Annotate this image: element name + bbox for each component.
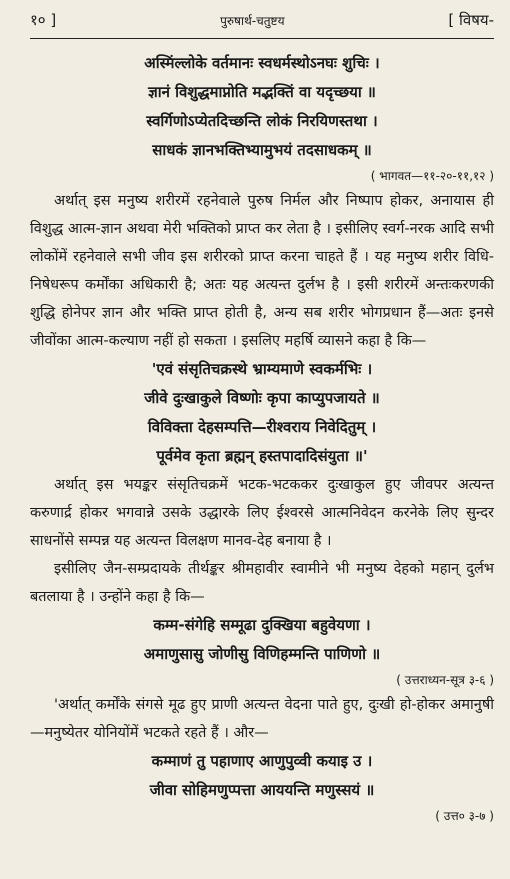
verse-line: पूर्वमेव कृता ब्रह्मन् हस्तपादादिसंयुता ॥': [156, 447, 368, 465]
verse-line: जीवा सोहिमणुप्पत्ता आययन्ति मणुस्सयं ॥: [149, 781, 375, 799]
paragraph: अर्थात् इस भयङ्कर संसृतिचक्रमें भटक-भटककर दुःखाकुल हुए जीवपर अत्यन्त करुणार्द्र होकर भगवान्ने उसके उद्धारके लिए ईश्वरसे आत्मनिवेदन करनेके लिए सुन्दर साधनोंसे सम्पन्न यह अत्यन्त विलक्षण मानव-देह बनाया है ।: [30, 477, 494, 549]
verse-line: जीवे दुःखाकुले विष्णोः कृपा काप्युपजायते ॥: [144, 389, 380, 407]
verse-line: स्वर्गिणोऽप्येतदिच्छन्ति लोकं निरयिणस्तथा ।: [146, 112, 378, 130]
verse-block-2: [30, 355, 494, 471]
verse-block-1: [30, 49, 494, 165]
page-number: १० ]: [30, 11, 57, 29]
paragraph: इसीलिए जैन-सम्प्रदायके तीर्थङ्कर श्रीमहावीर स्वामीने भी मनुष्य देहको महान् दुर्लभ बतलाया है । उन्होंने कहा है कि—: [30, 561, 494, 605]
paragraph: अर्थात् इस मनुष्य शरीरमें रहनेवाले पुरुष निर्मल और निष्पाप होकर, अनायास ही विशुद्ध आत्म-ज्ञान अथवा मेरी भक्तिको प्राप्त कर लेता है । इसीलिए स्वर्ग-नरक आदि सभी लोकोंमें रहनेवाले सभी जीव इस शरीरको प्राप्त करना चाहते हैं । यह मनुष्य शरीर विधि-निषेधरूप कर्मोंका अधिकारी है; अतः यह अत्यन्त दुर्लभ है । इसी शरीरमें अन्तःकरणकी शुद्धि होनेपर ज्ञान और भक्ति प्राप्त होती है, अन्य सब शरीर भोगप्रधान हैं—अतः इनसे जीवोंका आत्म-कल्याण नहीं हो सकता । इसलिए महर्षि व्यासने कहा है कि—: [30, 193, 494, 349]
verse-line: अमाणुसासु जोणीसु विणिहम्मन्ति पाणिणो ॥: [143, 645, 381, 663]
verse-line: कम्म-संगेहि सम्मूढा दुक्खिया बहुवेयणा ।: [153, 616, 371, 634]
running-title: पुरुषार्थ-चतुष्टय: [220, 14, 285, 28]
verse-line: अस्मिंल्लोके वर्तमानः स्वधर्मस्थोऽनघः शुचिः ।: [144, 54, 380, 72]
verse-line: साधकं ज्ञानभक्तिभ्यामुभयं तदसाधकम् ॥: [152, 141, 372, 159]
verse-block-3: [30, 611, 494, 669]
verse-block-4: [30, 747, 494, 805]
paragraph: 'अर्थात् कर्मोंके संगसे मूढ हुए प्राणी अत्यन्त वेदना पाते हुए, दुःखी हो-होकर अमानुषी—मनुष्येतर योनियोंमें भटकते रहते हैं । और—: [30, 697, 494, 741]
verse-line: 'एवं संसृतिचक्रस्थे भ्राम्यमाणे स्वकर्मभिः ।: [151, 360, 373, 378]
verse-line: विविक्ता देहसम्पत्ति—रीश्वराय निवेदितुम् ।: [147, 418, 377, 436]
verse-line: ज्ञानं विशुद्धमाप्नोति मद्भक्तिं वा यदृच्छया ॥: [148, 83, 376, 101]
page-header: [30, 10, 494, 39]
citation: ( उत्त० ३-७ ): [435, 809, 494, 823]
section-label: [ विषय-: [448, 11, 494, 29]
verse-line: कम्माणं तु पहाणाए आणुपुव्वी कयाइ उ ।: [151, 752, 373, 770]
citation: ( उत्तराध्यन-सूत्र ३-६ ): [396, 673, 494, 687]
citation: ( भागवत—११-२०-११,१२ ): [370, 169, 494, 183]
